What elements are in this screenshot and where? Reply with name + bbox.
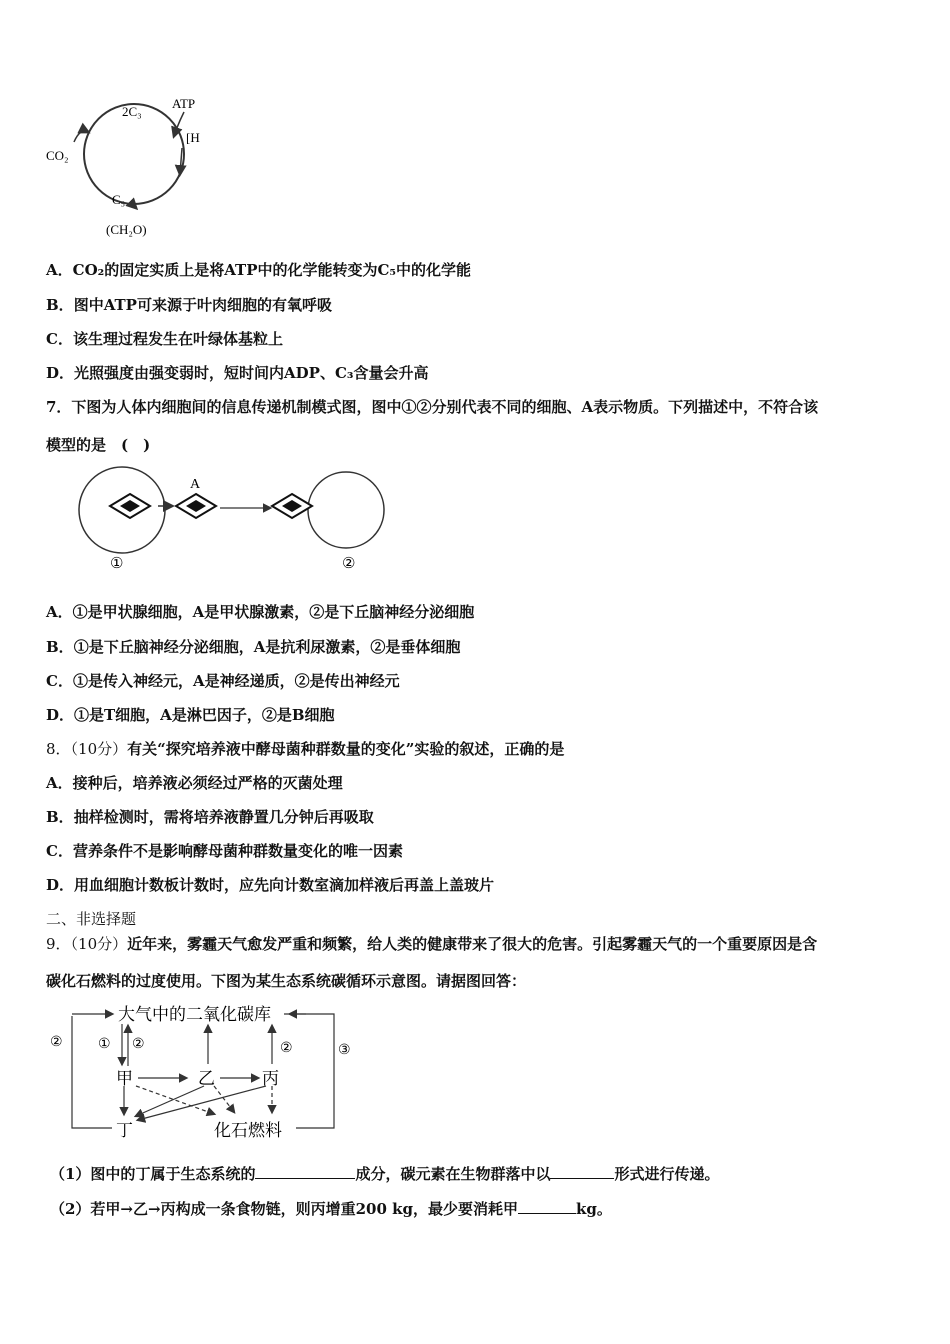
- q6-option-c: C．该生理过程发生在叶绿体基粒上: [46, 330, 283, 348]
- q9-sub2: （2）若甲→乙→丙构成一条食物链，则丙增重200 kg，最少要消耗甲 kg。: [50, 1200, 612, 1218]
- calvin-label-2c3: 2C₃: [122, 104, 142, 119]
- cell-2-label: ②: [342, 556, 356, 572]
- label-ding: 丁: [116, 1121, 133, 1140]
- atmosphere-co2-label: 大气中的二氧化碳库: [118, 1005, 271, 1024]
- cell-1-label: ①: [110, 556, 124, 572]
- calvin-label-co2: CO₂: [46, 148, 69, 163]
- cell-signaling-diagram: [74, 466, 394, 578]
- q8-stem: 8．（10分）有关“探究培养液中酵母菌种群数量的变化”实验的叙述，正确的是: [46, 740, 565, 758]
- q8-option-a: A．接种后，培养液必须经过严格的灭菌处理: [46, 774, 343, 792]
- q8-option-b: B．抽样检测时，需将培养液静置几分钟后再吸取: [46, 808, 374, 826]
- label-yi: 乙: [198, 1069, 215, 1088]
- q7-option-b: B．①是下丘脑神经分泌细胞，A是抗利尿激素，②是垂体细胞: [46, 638, 461, 656]
- q9-sub1: （1）图中的丁属于生态系统的 成分，碳元素在生物群落中以 形式进行传递。: [50, 1165, 720, 1183]
- label-n3: ③: [338, 1043, 351, 1058]
- label-n2-right: ②: [280, 1041, 293, 1056]
- q9-stem-line1: 9．（10分）近年来，雾霾天气愈发严重和频繁，给人类的健康带来了很大的危害。引起雾霾天气的一个重要原因是含: [46, 935, 818, 953]
- carbon-cycle-diagram: [44, 998, 364, 1146]
- q9-stem-line2: 碳化石燃料的过度使用。下图为某生态系统碳循环示意图。请据图回答：: [46, 972, 527, 990]
- q7-option-c: C．①是传入神经元，A是神经递质，②是传出神经元: [46, 672, 400, 690]
- q8-option-c: C．营养条件不是影响酵母菌种群数量变化的唯一因素: [46, 842, 403, 860]
- blank-3[interactable]: [518, 1198, 576, 1214]
- calvin-label-ch2o: (CH₂O): [106, 222, 147, 237]
- calvin-cycle-diagram: [44, 92, 224, 242]
- q6-option-a: A．CO₂的固定实质上是将ATP中的化学能转变为C₅中的化学能: [46, 261, 471, 279]
- q6-option-d: D．光照强度由强变弱时，短时间内ADP、C₃含量会升高: [46, 364, 429, 382]
- calvin-label-h: [H: [186, 130, 200, 145]
- label-fossil-fuel: 化石燃料: [214, 1121, 282, 1140]
- calvin-label-c5: C₅: [112, 192, 126, 207]
- label-jia: 甲: [116, 1069, 133, 1088]
- blank-2[interactable]: [550, 1163, 614, 1179]
- section-title: 二、非选择题: [46, 910, 137, 928]
- q6-option-b: B．图中ATP可来源于叶肉细胞的有氧呼吸: [46, 296, 332, 314]
- signal-label-a: A: [190, 477, 201, 492]
- calvin-label-atp: ATP: [172, 96, 196, 111]
- label-n1: ①: [98, 1037, 111, 1052]
- blank-1[interactable]: [255, 1163, 355, 1179]
- q7-option-d: D．①是T细胞，A是淋巴因子，②是B细胞: [46, 706, 335, 724]
- q7-option-a: A．①是甲状腺细胞，A是甲状腺激素，②是下丘脑神经分泌细胞: [46, 603, 475, 621]
- label-bing: 丙: [262, 1069, 279, 1088]
- q8-option-d: D．用血细胞计数板计数时，应先向计数室滴加样液后再盖上盖玻片: [46, 876, 495, 894]
- label-n2-mid: ②: [132, 1037, 145, 1052]
- q7-stem-line2: 模型的是 ( ): [46, 436, 151, 454]
- label-n2-left: ②: [50, 1035, 63, 1050]
- q7-stem-line1: 7．下图为人体内细胞间的信息传递机制模式图，图中①②分别代表不同的细胞、A表示物质。下列描述中，不符合该: [46, 398, 819, 416]
